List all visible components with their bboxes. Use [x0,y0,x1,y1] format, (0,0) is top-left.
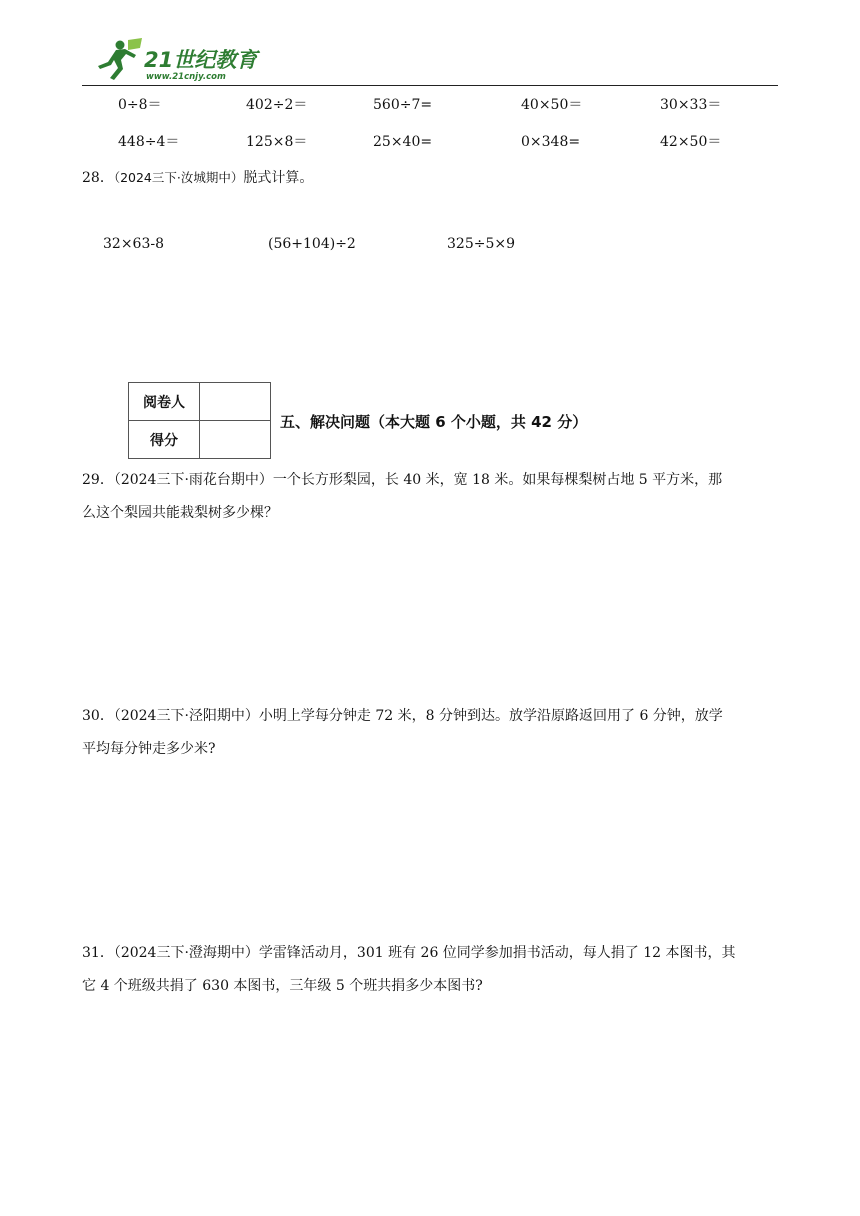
question-30 [82,707,723,725]
question-29 [82,471,722,489]
score-table [128,382,271,459]
calc-item: 0÷8＝ [118,97,162,113]
reviewer-label: 阅卷人 [129,383,200,421]
expression: 325÷5×9 [447,236,515,252]
question-28 [82,169,313,187]
expression: 32×63-8 [103,236,164,252]
question-text-line: 平均每分钟走多少米? [82,741,216,757]
question-text: 脱式计算。 [243,170,314,186]
question-source: （2024三下·泾阳期中） [113,708,259,724]
section-title: 五、解决问题（本大题 6 个小题，共 42 分） [280,413,588,431]
calc-item: 0×348= [521,134,581,150]
reviewer-cell[interactable] [200,383,271,421]
question-source: （2024三下·汝城期中） [113,170,244,185]
question-text: 一个长方形梨园，长 40 米，宽 18 米。如果每棵梨树占地 5 平方米，那 [272,472,723,488]
logo-text: 21世纪教育 [144,48,258,72]
expression: (56+104)÷2 [268,236,356,252]
header-divider [82,85,778,86]
runner-icon [98,38,142,80]
question-number: 28． [82,170,114,186]
question-31 [82,944,736,962]
question-text: 学雷锋活动月，301 班有 26 位同学参加捐书活动，每人捐了 12 本图书，其 [258,945,736,961]
calc-item: 40×50＝ [521,97,583,113]
question-source: （2024三下·澄海期中） [113,945,259,961]
score-cell[interactable] [200,421,271,459]
calc-item: 402÷2＝ [246,97,308,113]
site-logo [92,38,262,84]
question-number: 29． [82,472,114,488]
calc-item: 25×40= [373,134,433,150]
logo-url: www.21cnjy.com [146,72,226,82]
calc-item: 42×50＝ [660,134,722,150]
question-number: 31． [82,945,114,961]
question-text: 小明上学每分钟走 72 米，8 分钟到达。放学沿原路返回用了 6 分钟，放学 [258,708,723,724]
score-label: 得分 [129,421,200,459]
calc-item: 560÷7= [373,97,433,113]
calc-item: 448÷4＝ [118,134,180,150]
calc-item: 30×33＝ [660,97,722,113]
question-text-line: 它 4 个班级共捐了 630 本图书，三年级 5 个班共捐多少本图书? [82,978,483,994]
question-source: （2024三下·雨花台期中） [113,472,273,488]
calc-item: 125×8＝ [246,134,308,150]
question-text-line: 么这个梨园共能栽梨树多少棵？ [82,505,278,521]
question-number: 30． [82,708,114,724]
